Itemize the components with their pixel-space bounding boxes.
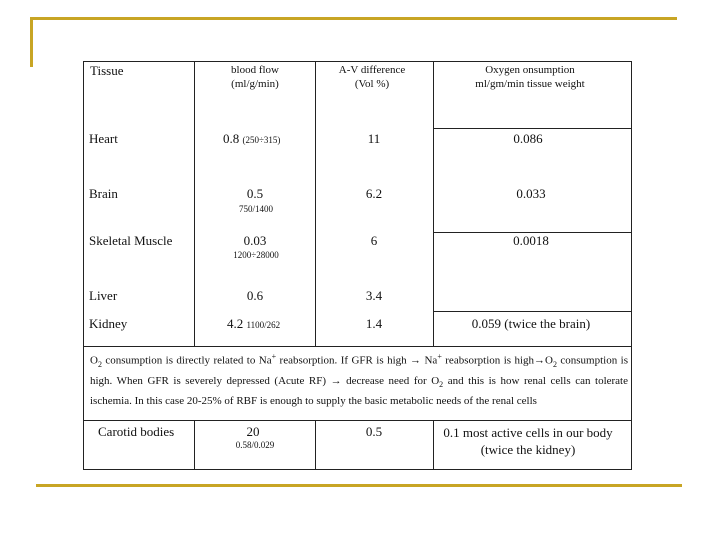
header-blood-flow: blood flow (ml/g/min) <box>231 64 279 90</box>
row-brain-tissue: Brain <box>89 186 118 201</box>
decor-top-line <box>30 17 677 20</box>
row-muscle-flow-extra: 1200÷28000 <box>233 250 279 260</box>
row-carotid-oxygen: 0.1 most active cells in our body (twice the kidney) <box>443 425 613 457</box>
row-carotid-flow: 20 <box>246 424 260 439</box>
row-kidney-oxygen: 0.059 (twice the brain) <box>471 316 591 331</box>
row-carotid-av: 0.5 <box>365 424 383 439</box>
row-heart-flow: 0.8 (250÷315) <box>223 131 281 146</box>
row-brain-flow-extra: 750/1400 <box>238 204 274 214</box>
row-kidney-av: 1.4 <box>365 316 383 331</box>
carotid-divider-3 <box>433 420 434 470</box>
row-heart-av: 11 <box>367 131 381 146</box>
carotid-divider-2 <box>315 420 316 470</box>
row-muscle-tissue: Skeletal Muscle <box>89 233 173 248</box>
row-brain-av: 6.2 <box>365 186 383 201</box>
row-liver-av: 3.4 <box>365 288 383 303</box>
header-divider <box>433 128 632 129</box>
header-tissue: Tissue <box>90 63 124 78</box>
row-heart-oxygen: 0.086 <box>513 131 543 146</box>
row-carotid-tissue: Carotid bodies <box>98 424 175 439</box>
row-muscle-oxygen: 0.0018 <box>513 233 549 248</box>
row-muscle-flow: 0.03 <box>243 233 267 248</box>
row-liver-flow: 0.6 <box>246 288 264 303</box>
header-av-difference: A-V difference (Vol %) <box>338 64 406 90</box>
col-divider-2 <box>315 61 316 346</box>
row-carotid-flow-extra: 0.58/0.029 <box>235 440 275 450</box>
row-liver-tissue: Liver <box>89 288 118 303</box>
col-divider-3 <box>433 61 434 346</box>
row-muscle-av: 6 <box>370 233 378 248</box>
note-top-divider <box>83 346 632 347</box>
row-kidney-flow: 4.2 1100/262 <box>227 316 281 331</box>
col-divider-1 <box>194 61 195 346</box>
header-oxygen-consumption: Oxygen onsumption ml/gm/min tissue weight <box>475 64 585 90</box>
row-divider-liver <box>433 311 632 312</box>
row-heart-tissue: Heart <box>89 131 118 146</box>
decor-left-line <box>30 17 33 67</box>
note-bottom-divider <box>83 420 632 421</box>
row-brain-flow: 0.5 <box>246 186 264 201</box>
row-kidney-tissue: Kidney <box>89 316 128 331</box>
renal-oxygen-note: $O_2$ consumption is directly related to Na+ reabsorption. If GFR is high → Na+ reabsorption is $high\to O_2$ consumption is high. When GFR is severely depressed (Acute RF) → decrease need for $O_2$ and this is how renal cells can tolerate ischemia. In this case 20-25% of RBF is enough to supply the basic metabolic needs of the renal cells <box>90 352 628 408</box>
row-brain-oxygen: 0.033 <box>516 186 546 201</box>
decor-bottom-line <box>36 484 682 487</box>
carotid-divider-1 <box>194 420 195 470</box>
